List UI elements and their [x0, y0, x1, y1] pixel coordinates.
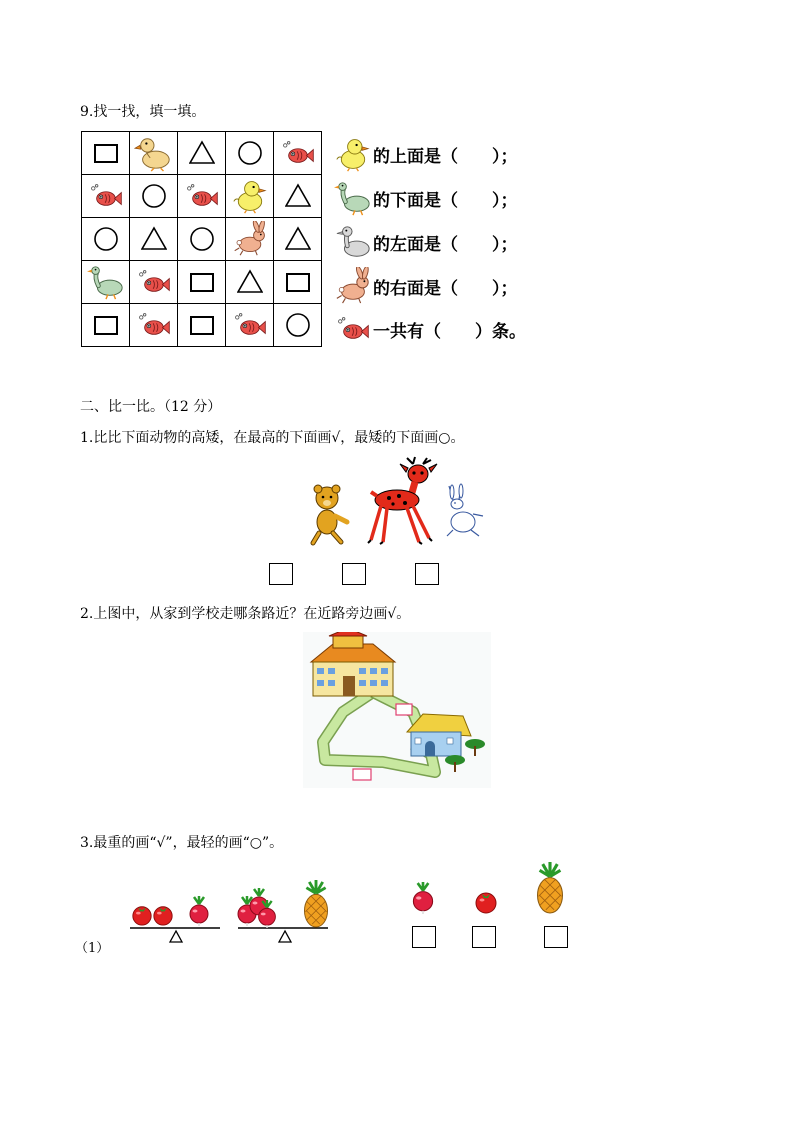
rabbit-icon	[333, 266, 373, 306]
grid-cell	[82, 261, 130, 304]
grid-cell	[82, 175, 130, 218]
grid-cell	[130, 132, 178, 175]
fish-icon	[89, 183, 123, 209]
chick-icon	[333, 134, 373, 174]
q2-text: 2.上图中，从家到学校走哪条路近？在近路旁边画√。	[80, 606, 411, 622]
grey-duck-icon	[333, 222, 373, 262]
grid-cell	[274, 218, 322, 261]
pineapple-icon	[534, 862, 566, 914]
answer-box-rabbit[interactable]	[415, 563, 439, 585]
grid-cell	[226, 175, 274, 218]
scale-1	[130, 896, 220, 942]
grid-cell	[82, 132, 130, 175]
fish-icon	[281, 140, 315, 166]
tomato-icon	[154, 907, 172, 925]
fish-icon	[137, 269, 171, 295]
answer-box-bear[interactable]	[269, 563, 293, 585]
square-shape-icon	[286, 273, 310, 292]
grid-cell	[226, 218, 274, 261]
part-1-label: （1）	[75, 941, 110, 956]
clue-row-3	[333, 222, 518, 262]
bear-icon	[313, 485, 347, 543]
section2-title: 二、比一比。（12 分）	[80, 399, 222, 415]
duck-icon	[134, 134, 174, 172]
chick-icon	[231, 178, 269, 214]
q9-title: 9.找一找，填一填。	[80, 104, 206, 120]
grid-cell	[130, 175, 178, 218]
square-shape-icon	[190, 316, 214, 335]
square-shape-icon	[190, 273, 214, 292]
grid-cell	[178, 175, 226, 218]
animals-illustration	[305, 456, 490, 548]
clue-text-2: 的下面是（ ）；	[373, 190, 518, 211]
triangle-shape-icon	[285, 226, 311, 252]
grid-cell	[178, 261, 226, 304]
triangle-shape-icon	[141, 226, 167, 252]
grid-cell	[274, 175, 322, 218]
grid-cell	[130, 261, 178, 304]
triangle-shape-icon	[285, 183, 311, 209]
grid-cell	[226, 132, 274, 175]
shape-grid	[81, 131, 322, 347]
q3-text: 3.最重的画“√”，最轻的画“○”。	[80, 835, 284, 851]
map-answer-box-long-path[interactable]	[353, 769, 371, 780]
deer-icon	[368, 457, 437, 544]
fish-icon	[233, 312, 267, 338]
grid-cell	[274, 261, 322, 304]
grid-cell	[82, 218, 130, 261]
clue-text-1: 的上面是（ ）；	[373, 146, 518, 167]
grid-cell	[178, 132, 226, 175]
grid-cell	[226, 261, 274, 304]
radish-icon	[190, 896, 208, 926]
grid-row	[82, 218, 322, 261]
school-map-illustration	[303, 632, 491, 788]
clue-text-5: 一共有（ ）条。	[373, 321, 526, 342]
circle-shape-icon	[189, 226, 215, 252]
circle-shape-icon	[285, 312, 311, 338]
grid-cell	[82, 304, 130, 347]
circle-shape-icon	[237, 140, 263, 166]
grid-cell	[130, 304, 178, 347]
clue-row-1	[333, 134, 518, 174]
answer-box-tomato[interactable]	[472, 926, 496, 948]
grid-cell	[178, 304, 226, 347]
rabbit-icon	[231, 221, 269, 257]
grid-cell	[130, 218, 178, 261]
square-shape-icon	[94, 316, 118, 335]
goose-icon	[333, 178, 373, 218]
grid-row	[82, 261, 322, 304]
fish-icon	[137, 312, 171, 338]
tomato-icon	[133, 907, 151, 925]
clue-text-4: 的右面是（ ）；	[373, 278, 518, 299]
white-rabbit-icon	[447, 484, 483, 536]
tomato-icon	[474, 890, 498, 914]
clue-text-3: 的左面是（ ）；	[373, 234, 518, 255]
answer-box-pineapple[interactable]	[544, 926, 568, 948]
grid-cell	[274, 132, 322, 175]
answer-box-deer[interactable]	[342, 563, 366, 585]
grid-cell	[226, 304, 274, 347]
clue-row-4	[333, 266, 518, 306]
fish-icon	[185, 183, 219, 209]
map-answer-box-short-path[interactable]	[396, 704, 412, 715]
scale-2	[238, 880, 328, 942]
clue-row-5	[333, 309, 526, 349]
pineapple-icon	[304, 880, 327, 927]
grid-cell	[274, 304, 322, 347]
grid-row	[82, 175, 322, 218]
radish-icon	[410, 882, 436, 914]
clue-row-2	[333, 178, 518, 218]
balance-scales-illustration	[125, 858, 335, 948]
answer-box-radish[interactable]	[412, 926, 436, 948]
triangle-shape-icon	[189, 140, 215, 166]
goose-icon	[86, 263, 126, 301]
triangle-shape-icon	[237, 269, 263, 295]
grid-row	[82, 132, 322, 175]
square-shape-icon	[94, 144, 118, 163]
q1-text: 1.比比下面动物的高矮，在最高的下面画√，最矮的下面画○。	[80, 430, 465, 446]
fish-icon	[333, 309, 373, 349]
grid-row	[82, 304, 322, 347]
circle-shape-icon	[141, 183, 167, 209]
circle-shape-icon	[93, 226, 119, 252]
grid-cell	[178, 218, 226, 261]
